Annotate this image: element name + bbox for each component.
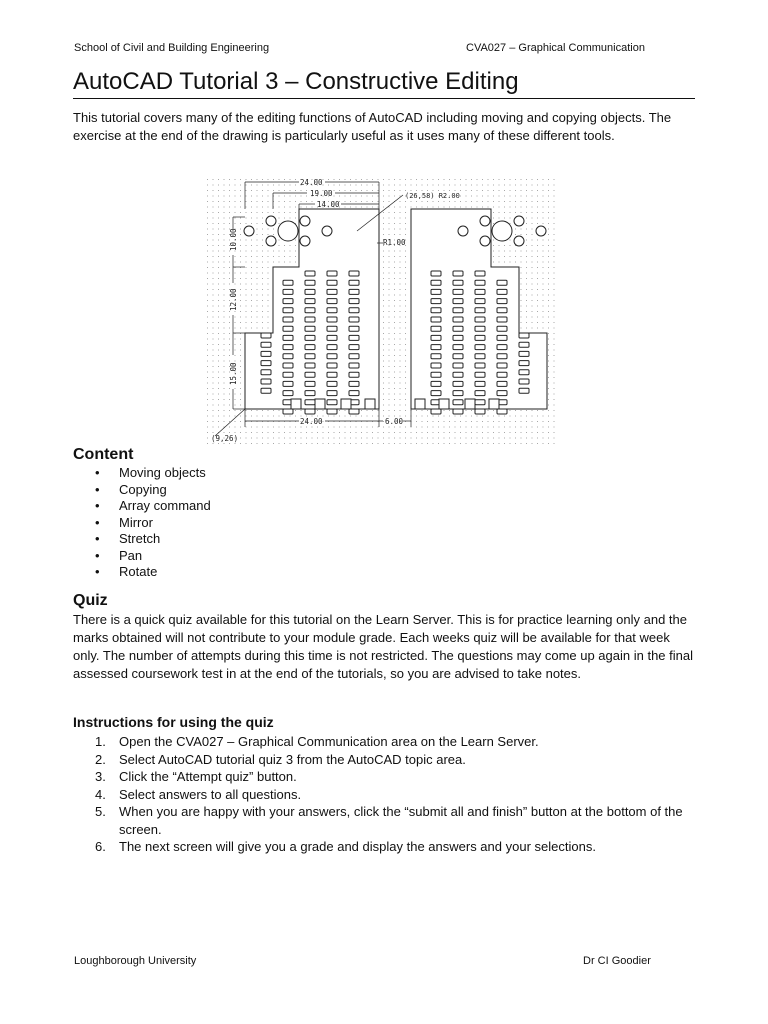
plate-slot — [349, 381, 359, 386]
plate-slot — [261, 351, 271, 356]
plate-slot — [475, 345, 485, 350]
plate-hole — [300, 216, 310, 226]
plate-slot — [431, 372, 441, 377]
plate-slot — [453, 280, 463, 285]
plate-slot — [305, 317, 315, 322]
plate-slot — [305, 363, 315, 368]
list-item — [95, 733, 695, 751]
plate-slot — [305, 381, 315, 386]
plate-hole — [480, 216, 490, 226]
plate-slot — [283, 280, 293, 285]
plate-slot — [327, 289, 337, 294]
plate-slot — [283, 381, 293, 386]
step-text: The next screen will give you a grade and display the answers and your selections. — [119, 839, 596, 854]
plate-slot — [305, 391, 315, 396]
plate-slot — [349, 308, 359, 313]
plate-slot — [349, 317, 359, 322]
plate-slot — [305, 354, 315, 359]
plate-slot — [431, 271, 441, 276]
plate-slot — [475, 372, 485, 377]
plate-slot — [475, 354, 485, 359]
list-item — [95, 803, 695, 838]
plate-slot — [453, 299, 463, 304]
plate-slot — [497, 289, 507, 294]
plate-slot — [431, 289, 441, 294]
plate-slot — [453, 289, 463, 294]
plate-slot — [283, 326, 293, 331]
autocad-drawing — [207, 179, 559, 445]
list-item: • Pan — [95, 548, 211, 565]
step-text: Select AutoCAD tutorial quiz 3 from the AutoCAD topic area. — [119, 751, 466, 767]
plate-slot — [327, 409, 337, 414]
plate-slot — [327, 363, 337, 368]
plate-slot — [349, 354, 359, 359]
dim-bottom-24: 24.00 — [300, 417, 323, 426]
plate-hole — [266, 216, 276, 226]
plate-hole — [300, 236, 310, 246]
content-heading: Content — [73, 446, 134, 463]
plate-slot — [327, 326, 337, 331]
header-module: CVA027 – Graphical Communication — [466, 42, 645, 54]
list-item — [95, 768, 695, 786]
list-item — [95, 838, 695, 856]
plate-slot — [431, 381, 441, 386]
plate-hole — [480, 236, 490, 246]
plate-slot — [475, 299, 485, 304]
plate-slot — [475, 326, 485, 331]
plate-slot — [497, 308, 507, 313]
plate-slot — [431, 354, 441, 359]
dim-r1: R1.00 — [383, 238, 406, 247]
list-item: • Stretch — [95, 531, 211, 548]
step-text: Click the “Attempt quiz” button. — [119, 769, 297, 784]
step-text: Open the CVA027 – Graphical Communication area on the Learn Server. — [119, 734, 539, 749]
plate-hole — [322, 226, 332, 236]
plate-slot — [453, 308, 463, 313]
step-number: 2. — [95, 751, 106, 767]
plate-slot — [475, 289, 485, 294]
plate-slot — [349, 326, 359, 331]
dim-left-12: 12.00 — [229, 288, 238, 311]
plate-pad — [465, 399, 475, 409]
plate-slot — [305, 345, 315, 350]
plate-slot — [349, 345, 359, 350]
plate-slot — [349, 391, 359, 396]
plate-slot — [475, 381, 485, 386]
plate-slot — [327, 335, 337, 340]
plate-slot — [327, 317, 337, 322]
plate-slot — [305, 372, 315, 377]
plate-slot — [453, 391, 463, 396]
quiz-heading: Quiz — [73, 592, 108, 609]
plate-slot — [283, 335, 293, 340]
plate-slot — [497, 391, 507, 396]
plate-pad — [415, 399, 425, 409]
plate-slot — [453, 381, 463, 386]
plate-slot — [475, 400, 485, 405]
plate-slot — [327, 381, 337, 386]
plate-slot — [453, 363, 463, 368]
plate-slot — [349, 363, 359, 368]
plate-slot — [349, 271, 359, 276]
plate-pad — [315, 399, 325, 409]
plate-slot — [497, 381, 507, 386]
plate-slot — [283, 317, 293, 322]
plate-slot — [327, 345, 337, 350]
step-number: 1. — [95, 734, 106, 749]
plate-slot — [349, 299, 359, 304]
plate-pad — [439, 399, 449, 409]
dim-top-19: 19.00 — [310, 189, 333, 198]
list-item: • Mirror — [95, 515, 211, 532]
plate-slot — [327, 372, 337, 377]
plate-slot — [519, 370, 529, 375]
plate-slot — [327, 308, 337, 313]
dim-top-24: 24.00 — [300, 179, 323, 187]
plate-slot — [453, 335, 463, 340]
list-item — [95, 786, 695, 804]
plate-slot — [349, 289, 359, 294]
plate-slot — [453, 317, 463, 322]
plate-slot — [431, 326, 441, 331]
dim-point-radius: (26,58) R2.00 — [405, 192, 460, 200]
plate-slot — [305, 289, 315, 294]
instructions-heading: Instructions for using the quiz — [73, 714, 274, 730]
plate-slot — [431, 335, 441, 340]
plate-slot — [497, 326, 507, 331]
plate-slot — [431, 363, 441, 368]
plate-pad — [365, 399, 375, 409]
title-rule — [73, 98, 695, 99]
plate-slot — [453, 409, 463, 414]
plate-slot — [305, 271, 315, 276]
header-school: School of Civil and Building Engineering — [74, 42, 270, 54]
plate-slot — [475, 280, 485, 285]
plate-slot — [327, 391, 337, 396]
step-number: 4. — [95, 786, 106, 802]
plate-slot — [283, 289, 293, 294]
plate-slot — [261, 361, 271, 366]
plate-slot — [431, 280, 441, 285]
list-item: • Moving objects — [95, 465, 211, 482]
dim-left-10: 10.00 — [229, 228, 238, 251]
plate-slot — [261, 388, 271, 393]
plate-slot — [261, 342, 271, 347]
plate-slot — [497, 354, 507, 359]
plate-hole — [266, 236, 276, 246]
plate-slot — [475, 308, 485, 313]
instructions-list — [95, 733, 695, 856]
quiz-paragraph: There is a quick quiz available for this tutorial on the Learn Server. This is for practice learning only and the marks obtained will not contribute to your module grade. Each weeks quiz will be available for that week only. The number of attempts during this time is not restricted. The questions may come up again in the final assessed coursework test in at the end of the tutorials, so you are advised to take notes. — [73, 612, 693, 681]
dim-left-15: 15.00 — [229, 362, 238, 385]
list-item: • Rotate — [95, 564, 211, 581]
plate-hole — [458, 226, 468, 236]
plate-slot — [305, 280, 315, 285]
plate-slot — [283, 391, 293, 396]
plate-slot — [327, 280, 337, 285]
plate-pad — [341, 399, 351, 409]
plate-slot — [283, 409, 293, 414]
plate-slot — [431, 345, 441, 350]
plate-slot — [453, 326, 463, 331]
list-item: • Array command — [95, 498, 211, 515]
dim-origin: (9,26) — [211, 434, 239, 443]
plate-hole — [536, 226, 546, 236]
plate-slot — [305, 335, 315, 340]
plate-slot — [497, 409, 507, 414]
plate-slot — [519, 361, 529, 366]
intro-paragraph: This tutorial covers many of the editing functions of AutoCAD including moving and copying objects. The exercise at the end of the drawing is particularly useful as it uses many of these different tools. — [73, 110, 672, 143]
plate-slot — [453, 354, 463, 359]
plate-slot — [327, 299, 337, 304]
step-number: 3. — [95, 769, 106, 784]
plate-slot — [349, 409, 359, 414]
plate-slot — [475, 409, 485, 414]
plate-slot — [453, 372, 463, 377]
plate-slot — [497, 280, 507, 285]
plate-slot — [327, 354, 337, 359]
plate-slot — [349, 280, 359, 285]
page-title: AutoCAD Tutorial 3 – Constructive Editing — [73, 68, 519, 95]
content-list — [95, 465, 211, 581]
plate-slot — [497, 299, 507, 304]
plate-slot — [261, 333, 271, 338]
plate-slot — [261, 370, 271, 375]
plate-pad — [291, 399, 301, 409]
plate-slot — [283, 354, 293, 359]
plate-slot — [453, 400, 463, 405]
plate-slot — [305, 409, 315, 414]
plate-slot — [475, 335, 485, 340]
plate-slot — [305, 299, 315, 304]
plate-slot — [497, 317, 507, 322]
plate-slot — [475, 317, 485, 322]
plate-slot — [305, 400, 315, 405]
plate-slot — [349, 372, 359, 377]
plate-slot — [349, 335, 359, 340]
plate-slot — [305, 308, 315, 313]
list-item: • Copying — [95, 482, 211, 499]
dim-top-14: 14.00 — [317, 200, 340, 209]
plate-slot — [305, 326, 315, 331]
plate-slot — [283, 345, 293, 350]
plate-pad — [489, 399, 499, 409]
plate-slot — [431, 308, 441, 313]
plate-slot — [519, 342, 529, 347]
step-number: 5. — [95, 804, 106, 819]
step-text: When you are happy with your answers, click the “submit all and finish” button at the bottom of the screen. — [119, 804, 683, 837]
plate-hole — [278, 221, 298, 241]
plate-slot — [283, 308, 293, 313]
plate-slot — [497, 335, 507, 340]
plate-slot — [497, 345, 507, 350]
plate-slot — [519, 388, 529, 393]
plate-slot — [283, 372, 293, 377]
plate-slot — [497, 372, 507, 377]
step-number: 6. — [95, 839, 106, 854]
footer-university: Loughborough University — [74, 955, 197, 967]
plate-slot — [327, 400, 337, 405]
plate-slot — [475, 391, 485, 396]
footer-author: Dr CI Goodier — [583, 955, 651, 967]
plate-hole — [492, 221, 512, 241]
plate-slot — [519, 379, 529, 384]
plate-slot — [283, 363, 293, 368]
plate-slot — [519, 351, 529, 356]
plate-slot — [519, 333, 529, 338]
plate-slot — [497, 363, 507, 368]
plate-hole — [514, 216, 524, 226]
plate-slot — [327, 271, 337, 276]
plate-slot — [261, 379, 271, 384]
plate-slot — [431, 391, 441, 396]
plate-slot — [431, 299, 441, 304]
list-item — [95, 751, 695, 769]
dim-bottom-6: 6.00 — [385, 417, 404, 426]
plate-slot — [453, 345, 463, 350]
plate-hole — [514, 236, 524, 246]
step-text: Select answers to all questions. — [119, 786, 302, 802]
plate-slot — [453, 271, 463, 276]
plate-slot — [431, 409, 441, 414]
plate-slot — [283, 299, 293, 304]
plate-slot — [431, 317, 441, 322]
plate-slot — [475, 363, 485, 368]
plate-slot — [475, 271, 485, 276]
plate-hole — [244, 226, 254, 236]
